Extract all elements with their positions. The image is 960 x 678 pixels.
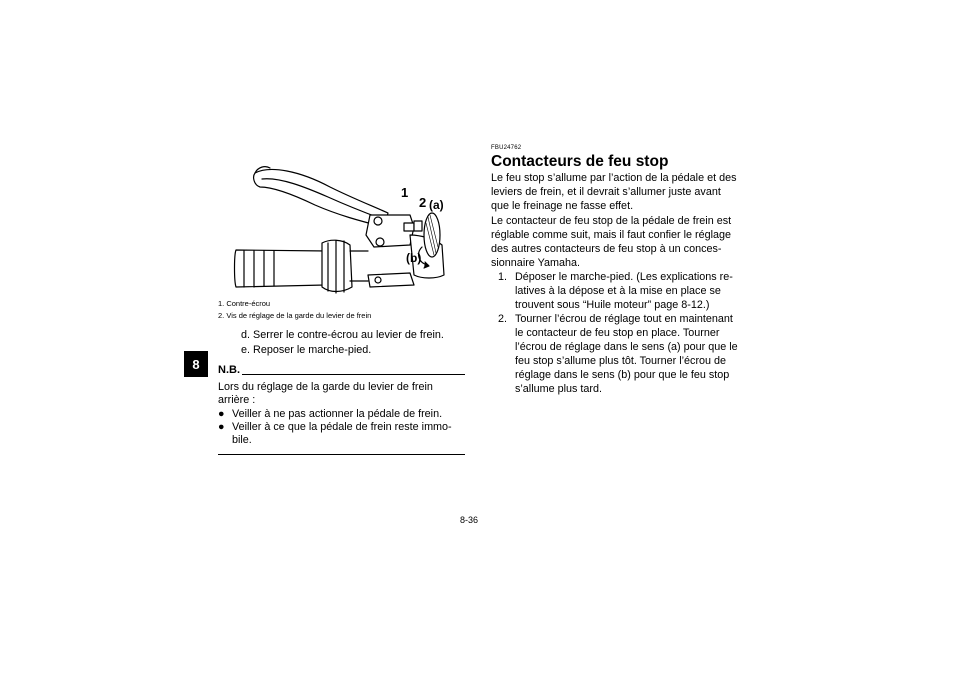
step-2-line-3: l’écrou de réglage dans le sens (a) pour que le — [515, 341, 738, 353]
left-step-marker: e. — [241, 344, 251, 356]
step-2-line-4: feu stop s’allume plus tôt. Tourner l’écrou de — [515, 355, 727, 367]
callout-2: 2 — [419, 195, 427, 210]
locknut — [404, 223, 414, 231]
para1-line-3: que le freinage ne fasse effet. — [491, 200, 634, 212]
note-intro-line-2: arrière : — [218, 394, 256, 406]
para1-line-1: Le feu stop s’allume par l’action de la pédale et des — [491, 172, 737, 184]
para2-line-2: réglable comme suit, mais il faut confier le réglage — [491, 229, 732, 241]
left-step-text: Reposer le marche-pied. — [253, 344, 372, 356]
step-2-line-6: s’allume plus tard. — [515, 383, 603, 395]
para2-line-4: sionnaire Yamaha. — [491, 257, 581, 269]
step-2-marker: 2. — [498, 313, 508, 325]
note-end-rule — [218, 454, 465, 455]
left-step-e — [241, 343, 371, 357]
note-bullet-2-cont: bile. — [232, 434, 252, 446]
step-2-line-2: le contacteur de feu stop en place. Tourner — [515, 327, 720, 339]
callout-1: 1 — [401, 185, 409, 200]
callout-b: (b) — [406, 251, 422, 265]
para2-line-1: Le contacteur de feu stop de la pédale de frein est — [491, 215, 732, 227]
brake-lever-illustration — [210, 135, 465, 297]
caption-1: 1. Contre-écrou — [218, 299, 271, 308]
caption-2: 2. Vis de réglage de la garde du levier de frein — [218, 311, 372, 320]
note-intro-line-1: Lors du réglage de la garde du levier de frein — [218, 381, 433, 393]
left-step-text: Serrer le contre-écrou au levier de frein. — [253, 329, 444, 341]
step-2-line-1: Tourner l’écrou de réglage tout en maintenant — [515, 313, 733, 325]
section-title: Contacteurs de feu stop — [491, 153, 669, 170]
chapter-tab: 8 — [184, 351, 208, 377]
note-header — [218, 365, 465, 377]
adjuster-screw — [414, 221, 422, 231]
note-label: N.B. — [218, 364, 240, 376]
left-step-marker: d. — [241, 329, 251, 341]
lever-blade — [254, 169, 388, 227]
para2-line-3: des autres contacteurs de feu stop à un conces- — [491, 243, 722, 255]
note-bullet-1 — [218, 407, 465, 421]
note-bullet-2 — [218, 420, 465, 434]
para1-line-2: leviers de frein, et il devrait s’allumer juste avant — [491, 186, 721, 198]
bullet-icon: ● — [218, 421, 225, 433]
step-1-marker: 1. — [498, 271, 508, 283]
left-step-d — [241, 328, 444, 342]
reference-code: FBU24762 — [491, 145, 522, 151]
step-1-line-2: latives à la dépose et à la mise en place se — [515, 285, 721, 297]
step-1-line-3: trouvent sous “Huile moteur” page 8-12.) — [515, 299, 710, 311]
callout-a: (a) — [429, 198, 444, 212]
step-1-line-1: Déposer le marche-pied. (Les explications re- — [515, 271, 733, 283]
bullet-icon: ● — [218, 408, 225, 420]
step-2-line-5: réglage dans le sens (b) pour que le feu stop — [515, 369, 730, 381]
page-number: 8-36 — [460, 515, 479, 525]
handlebar-grip — [235, 250, 329, 287]
bullet-text: Veiller à ce que la pédale de frein reste immo- — [232, 421, 452, 433]
bullet-text: Veiller à ne pas actionner la pédale de frein. — [232, 408, 443, 420]
